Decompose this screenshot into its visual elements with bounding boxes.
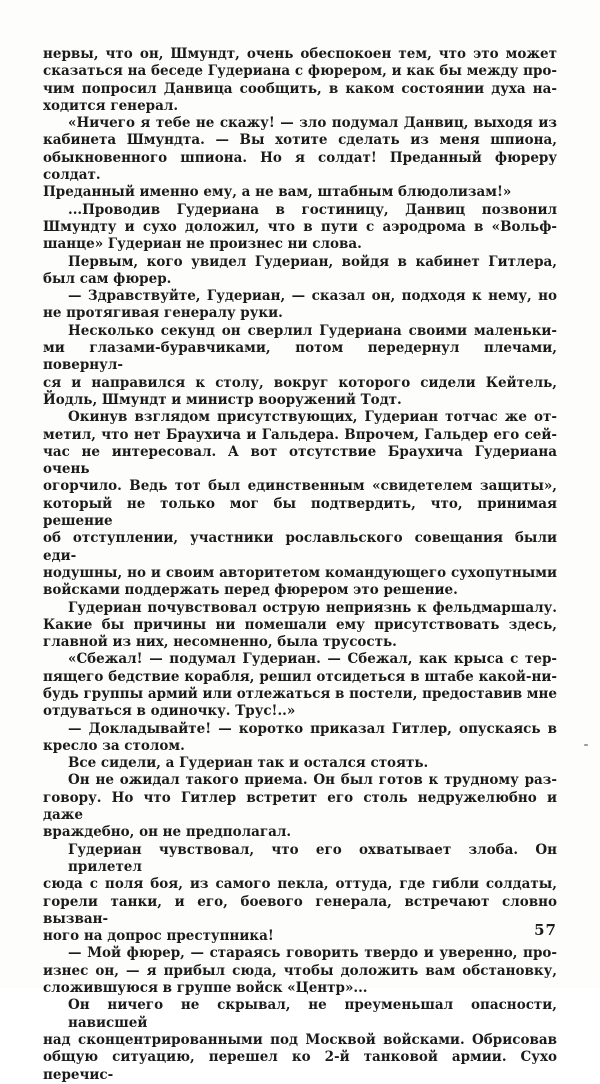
text-line: обыкновенного шпиона. Но я солдат! Преданный фюреру солдат. bbox=[43, 149, 557, 184]
text-line: будь группы армий или отлежаться в постели, предоставив мне bbox=[43, 685, 558, 702]
text-line: — Мой фюрер, — стараясь говорить твердо и уверенно, про- bbox=[68, 945, 557, 962]
text-line: огорчило. Ведь тот был единственным «свидетелем защиты», bbox=[43, 478, 557, 495]
page-text bbox=[43, 46, 557, 1084]
text-line: Окинув взглядом присутствующих, Гудериан тотчас же от- bbox=[68, 409, 557, 426]
text-line: Йодль, Шмундт и министр вооружений Тодт. bbox=[43, 391, 402, 408]
text-line: Он ничего не скрывал, не преуменьшал опасности, нависшей bbox=[68, 997, 557, 1031]
text-line: «Сбежал! — подумал Гудериан. — Сбежал, как крыса с тер- bbox=[68, 651, 557, 668]
text-line: Гудериан чувствовал, что его охватывает злоба. Он прилетел bbox=[68, 841, 557, 875]
page-number: 57 bbox=[534, 921, 557, 939]
text-line: Гудериан почувствовал острую неприязнь к фельдмаршалу. bbox=[68, 599, 557, 616]
text-line: час не интересовал. А вот отсутствие Браухича Гудериана очень bbox=[43, 443, 557, 478]
text-line: сказаться на беседе Гудериана с фюрером, и как бы между про- bbox=[43, 63, 557, 80]
text-line: кабинета Шмундта. — Вы хотите сделать из меня шпиона, bbox=[43, 132, 557, 149]
text-line: ного на допрос преступника! bbox=[43, 928, 274, 945]
text-line: Шмундту и сухо доложил, что в пути с аэродрома в «Вольф- bbox=[43, 218, 557, 235]
text-line: Первым, кого увидел Гудериан, войдя в кабинет Гитлера, bbox=[68, 253, 557, 270]
text-line: Он не ожидал такого приема. Он был готов к трудному раз- bbox=[68, 772, 557, 789]
text-line: — Здравствуйте, Гудериан, — сказал он, подходя к нему, но bbox=[68, 288, 557, 305]
text-line: враждебно, он не предполагал. bbox=[43, 824, 292, 841]
text-line: который не только мог бы подтвердить, что, принимая решение bbox=[43, 495, 557, 530]
text-line: горели танки, и его, боевого генерала, встречают словно вызван- bbox=[43, 893, 557, 927]
text-line: шанце» Гудериан не произнес ни слова. bbox=[43, 236, 362, 253]
text-line: метил, что нет Браухича и Гальдера. Впрочем, Гальдер его сей- bbox=[43, 426, 557, 443]
text-line: об отступлении, участники рославльского совещания были еди- bbox=[43, 530, 557, 564]
scan-speck bbox=[584, 744, 588, 746]
text-line: — Докладывайте! — коротко приказал Гитлер, опускаясь в bbox=[68, 720, 557, 737]
text-line: Преданный именно ему, а не вам, штабным блюдолизам!» bbox=[43, 184, 512, 201]
text-line: нервы, что он, Шмундт, очень обеспокоен тем, что это может bbox=[43, 46, 557, 62]
text-line: войсками поддержать перед фюрером это решение. bbox=[43, 582, 458, 599]
text-line: кресло за столом. bbox=[43, 737, 185, 754]
text-line: общую ситуацию, перешел ко 2-й танковой армии. Сухо перечис- bbox=[43, 1049, 557, 1083]
text-line: главной из них, несомненно, была трусость. bbox=[43, 634, 397, 651]
text-line: над сконцентрированными под Москвой войсками. Обрисовав bbox=[43, 1031, 557, 1048]
text-line: пящего бедствие корабля, решил отсидеться в штабе какой-ни- bbox=[43, 668, 557, 685]
text-line: не протягивая генералу руки. bbox=[43, 305, 283, 322]
text-line: ми глазами-буравчиками, потом передернул плечами, повернул- bbox=[43, 340, 557, 374]
text-line: Какие бы причины ни помешали ему присутствовать здесь, bbox=[43, 616, 557, 633]
text-line: ся и направился к столу, вокруг которого сидели Кейтель, bbox=[43, 374, 557, 391]
text-line: был сам фюрер. bbox=[43, 270, 172, 287]
text-line: нодушны, но и своим авторитетом командующего сухопутными bbox=[43, 564, 557, 581]
text-line: чим попросил Данвица сообщить, в каком состоянии духа на- bbox=[43, 80, 557, 97]
text-line: изнес он, — я прибыл сюда, чтобы доложить вам обстановку, bbox=[43, 962, 557, 979]
text-line: сюда с поля боя, из самого пекла, оттуда, где гибли солдаты, bbox=[43, 876, 557, 893]
text-line: ...Проводив Гудериана в гостиницу, Данвиц позвонил bbox=[68, 201, 557, 218]
text-line: сложившуюся в группе войск «Центр»... bbox=[43, 980, 368, 997]
text-line: Все сидели, а Гудериан так и остался стоять. bbox=[68, 755, 429, 772]
text-line: отдуваться в одиночку. Трус!..» bbox=[43, 703, 296, 720]
text-line: говору. Но что Гитлер встретит его столь недружелюбно и даже bbox=[43, 789, 557, 824]
text-line: Несколько секунд он сверлил Гудериана своими маленьки- bbox=[68, 322, 557, 339]
text-line: ходится генерал. bbox=[43, 97, 179, 114]
text-line: «Ничего я тебе не скажу! — зло подумал Данвиц, выходя из bbox=[68, 115, 557, 132]
